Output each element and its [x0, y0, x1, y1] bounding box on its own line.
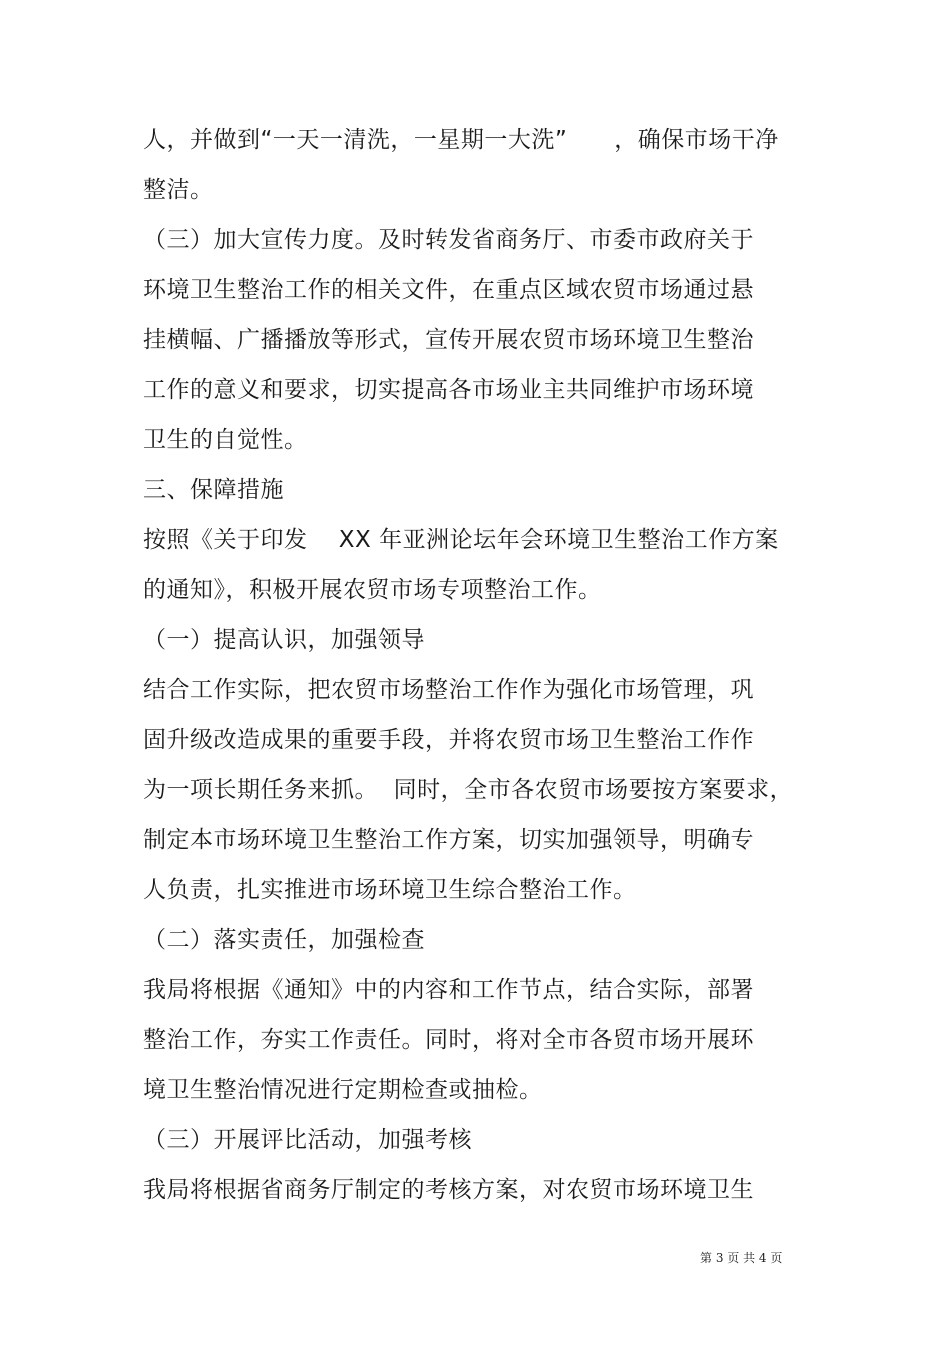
text-line: 人，并做到“一天一清洗，一星期一大洗” ，确保市场干净 — [143, 127, 779, 153]
text-line: 结合工作实际，把农贸市场整治工作作为强化市场管理，巩 — [143, 677, 754, 703]
subsection-heading: （二）落实责任，加强检查 — [143, 927, 425, 953]
text-line: 为一项长期任务来抓。 同时，全市各农贸市场要按方案要求， — [143, 777, 794, 803]
text-line: 整洁。 — [143, 177, 214, 203]
section-heading: 三、保障措施 — [143, 477, 284, 503]
subsection-heading: （三）开展评比活动，加强考核 — [143, 1127, 472, 1153]
text-line: 挂横幅、广播播放等形式，宣传开展农贸市场环境卫生整治 — [143, 327, 754, 353]
text-line: 我局将根据《通知》中的内容和工作节点，结合实际，部署 — [143, 977, 754, 1003]
text-line: 固升级改造成果的重要手段，并将农贸市场卫生整治工作作 — [143, 727, 754, 753]
text-line: 整治工作，夯实工作责任。同时，将对全市各贸市场开展环 — [143, 1027, 754, 1053]
text-line: 人负责，扎实推进市场环境卫生综合整治工作。 — [143, 877, 637, 903]
text-line: 境卫生整治情况进行定期检查或抽检。 — [143, 1077, 543, 1103]
text-line: 我局将根据省商务厅制定的考核方案，对农贸市场环境卫生 — [143, 1177, 754, 1203]
text-line: 工作的意义和要求，切实提高各市场业主共同维护市场环境 — [143, 377, 754, 403]
page-number: 第 3 页 共 4 页 — [700, 1251, 783, 1265]
subsection-heading: （一）提高认识，加强领导 — [143, 627, 425, 653]
text-line: （三）加大宣传力度。及时转发省商务厅、市委市政府关于 — [143, 227, 754, 253]
text-line: 卫生的自觉性。 — [143, 427, 308, 453]
text-line: 的通知》，积极开展农贸市场专项整治工作。 — [143, 577, 602, 603]
text-line: 环境卫生整治工作的相关文件，在重点区域农贸市场通过悬 — [143, 277, 754, 303]
text-line: 按照《关于印发 XX 年亚洲论坛年会环境卫生整治工作方案 — [143, 527, 779, 553]
text-line: 制定本市场环境卫生整治工作方案，切实加强领导，明确专 — [143, 827, 754, 853]
